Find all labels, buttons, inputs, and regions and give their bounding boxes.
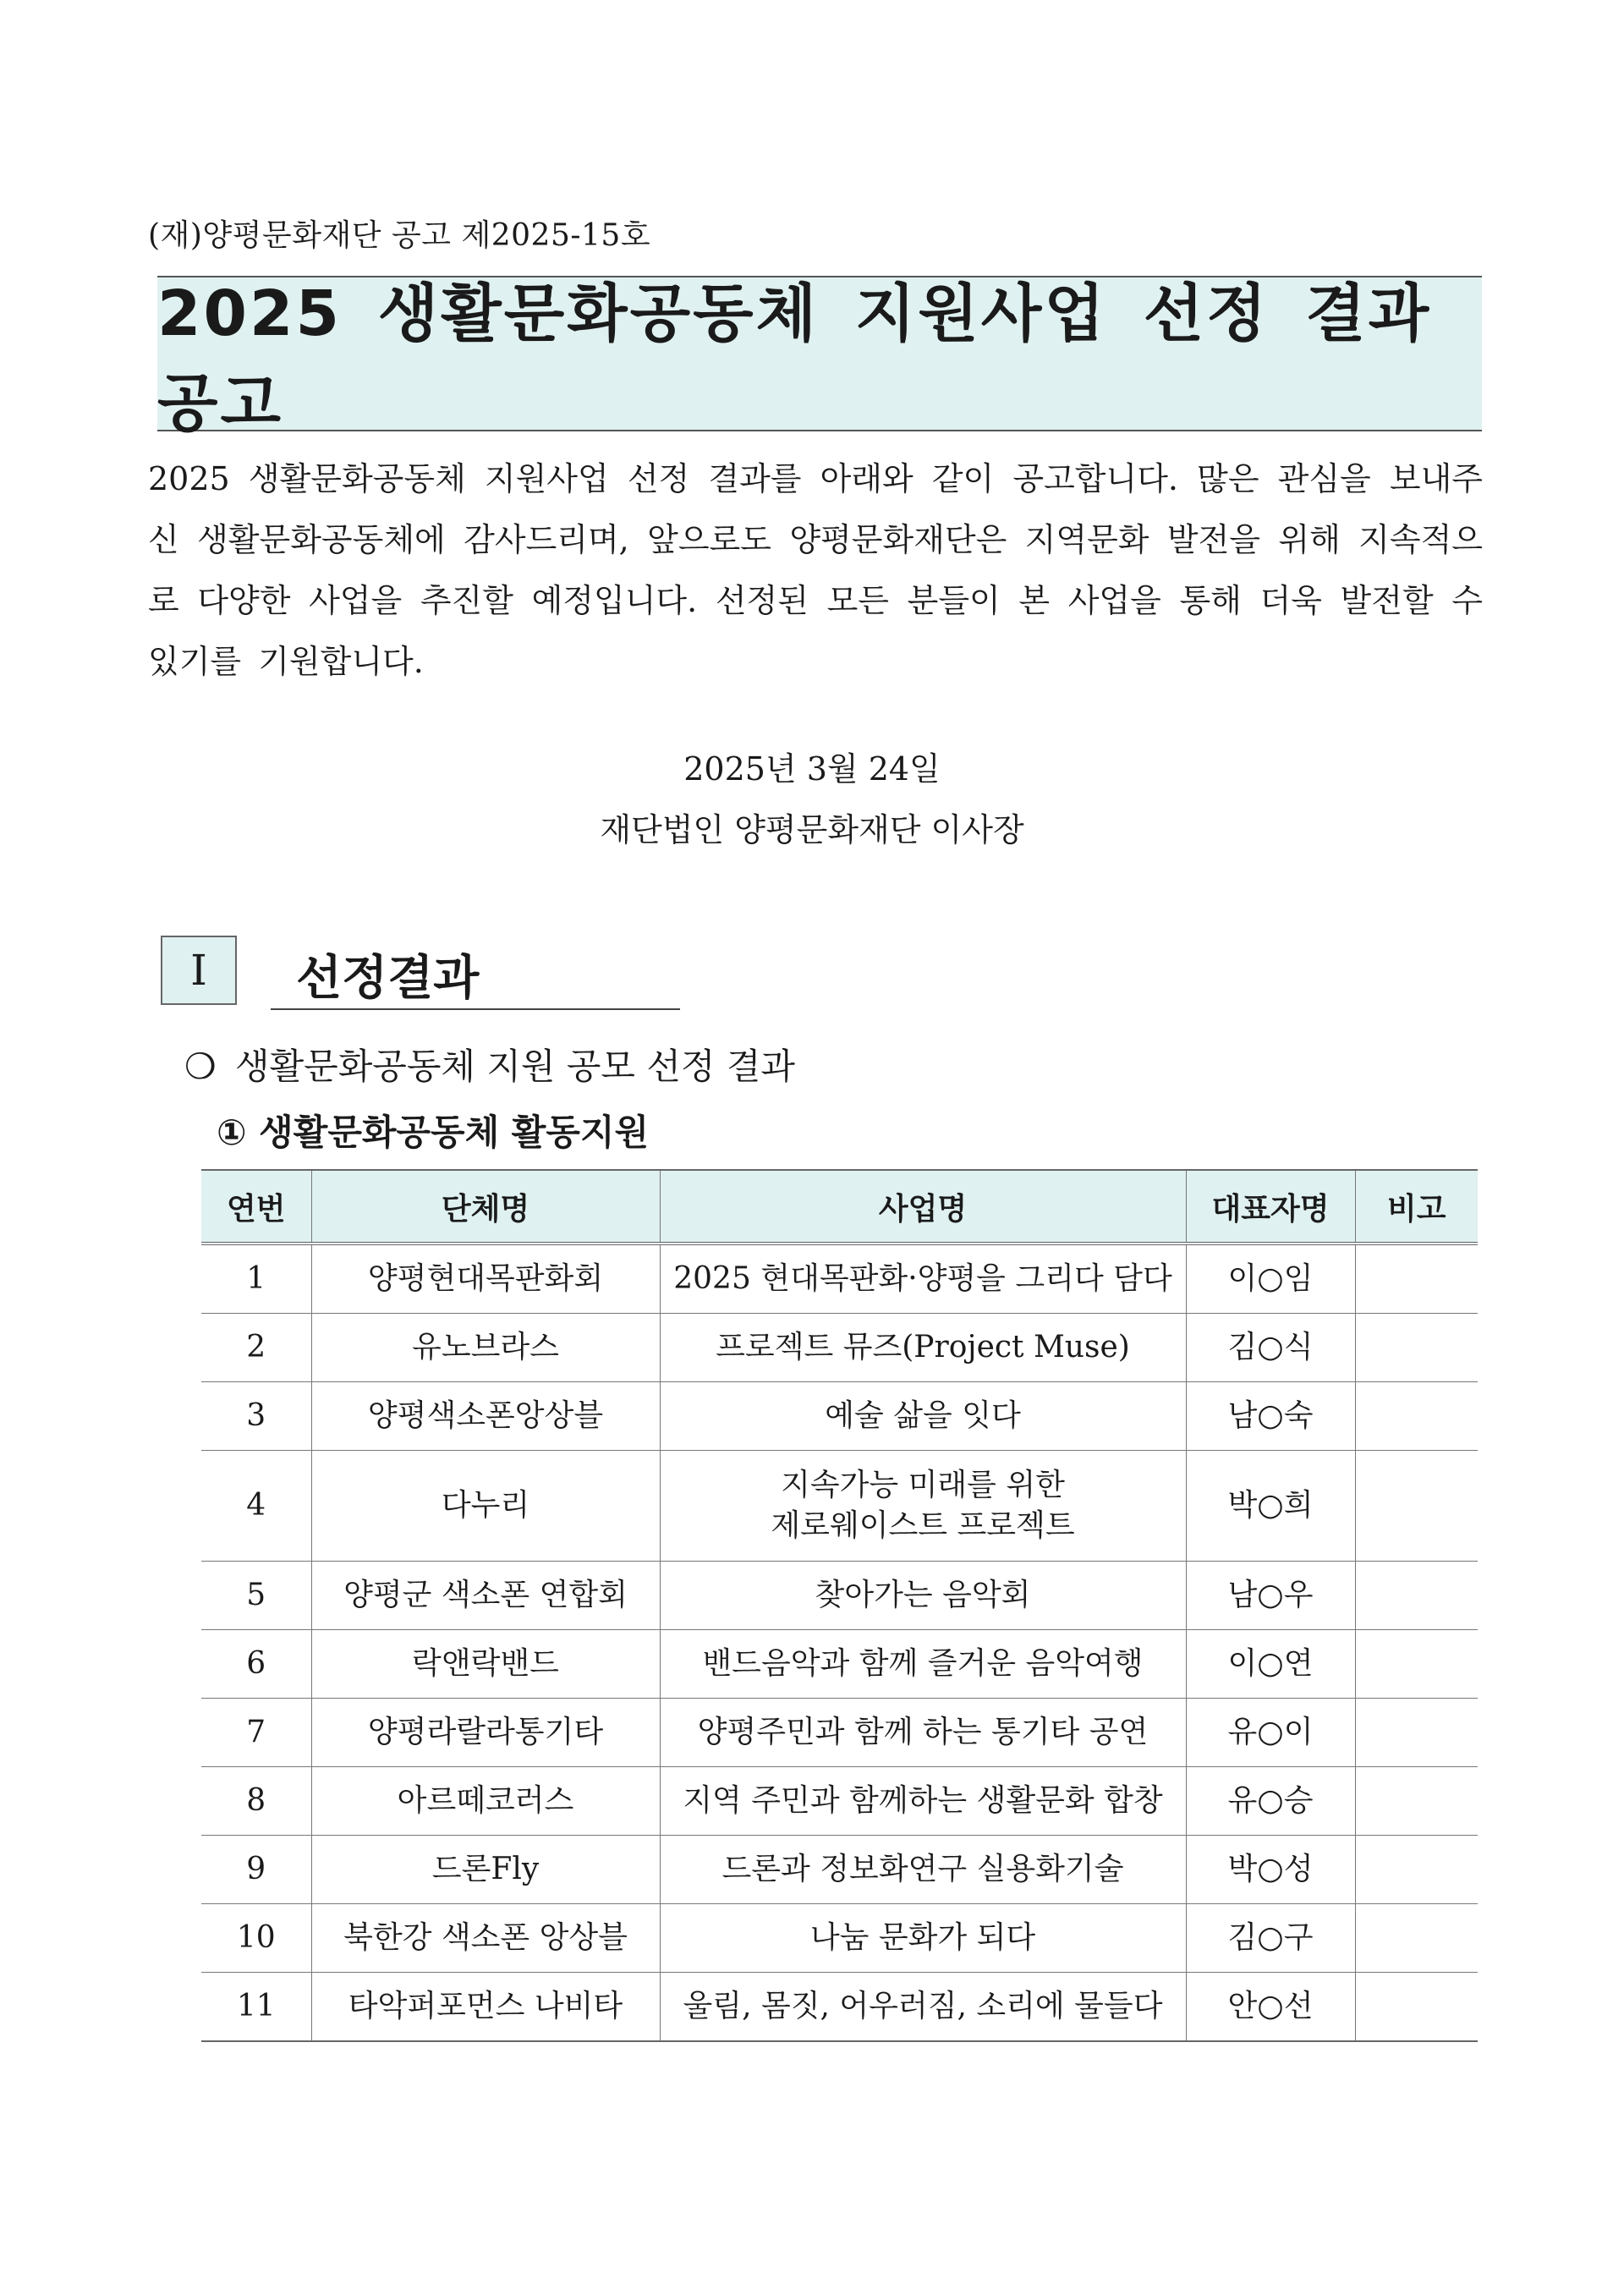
header-no: 연번 bbox=[201, 1170, 311, 1244]
cell-org: 양평라랄라통기타 bbox=[311, 1699, 660, 1767]
table-row bbox=[201, 1904, 1478, 1973]
cell-note bbox=[1355, 1973, 1478, 2042]
notice-number: (재)양평문화재단 공고 제2025-15호 bbox=[148, 218, 651, 253]
cell-project-line1: 지속가능 미래를 위한 bbox=[781, 1468, 1065, 1502]
cell-org: 다누리 bbox=[311, 1451, 660, 1562]
table-row bbox=[201, 1451, 1478, 1562]
cell-project bbox=[660, 1451, 1186, 1562]
cell-org: 양평현대목판화회 bbox=[311, 1244, 660, 1314]
cell-org: 유노브라스 bbox=[311, 1314, 660, 1382]
bullet-text: 생활문화공동체 지원 공모 선정 결과 bbox=[235, 1046, 795, 1087]
cell-no: 3 bbox=[246, 1398, 266, 1433]
sub-heading: ① 생활문화공동체 활동지원 bbox=[217, 1112, 650, 1153]
cell-project: 나눔 문화가 되다 bbox=[660, 1904, 1186, 1973]
results-table bbox=[201, 1169, 1478, 2042]
cell-note bbox=[1355, 1451, 1478, 1562]
cell-project: 밴드음악과 함께 즐거운 음악여행 bbox=[660, 1630, 1186, 1699]
intro-paragraph: 2025 생활문화공동체 지원사업 선정 결과를 아래와 같이 공고합니다. 많은 관심을 보내주신 생활문화공동체에 감사드리며, 앞으로도 양평문화재단은 지역문화 발전을 위해 지속적으로 다양한 사업을 추진할 예정입니다. 선정된 모든 분들이 본 사업을 통해 더욱 발전할 수 있기를 기원합니다. bbox=[148, 460, 1483, 680]
cell-no: 7 bbox=[246, 1715, 266, 1749]
cell-org: 타악퍼포먼스 나비타 bbox=[311, 1973, 660, 2042]
table-header-row bbox=[201, 1170, 1478, 1244]
cell-org: 아르떼코러스 bbox=[311, 1767, 660, 1836]
section-number-box: Ⅰ bbox=[161, 936, 237, 1005]
cell-no: 5 bbox=[246, 1578, 266, 1612]
announcement-date: 2025년 3월 24일 bbox=[683, 750, 941, 788]
cell-no: 8 bbox=[246, 1783, 266, 1818]
cell-rep: 이○연 bbox=[1186, 1630, 1355, 1699]
title-banner bbox=[157, 276, 1482, 440]
cell-project: 지역 주민과 함께하는 생활문화 합창 bbox=[660, 1767, 1186, 1836]
cell-no: 11 bbox=[236, 1989, 276, 2023]
cell-project: 양평주민과 함께 하는 통기타 공연 bbox=[660, 1699, 1186, 1767]
cell-org: 드론Fly bbox=[311, 1836, 660, 1904]
cell-note bbox=[1355, 1836, 1478, 1904]
cell-rep: 남○우 bbox=[1186, 1562, 1355, 1630]
cell-note bbox=[1355, 1244, 1478, 1314]
cell-no: 2 bbox=[246, 1330, 266, 1364]
cell-project: 2025 현대목판화·양평을 그리다 담다 bbox=[660, 1244, 1186, 1314]
header-note: 비고 bbox=[1355, 1170, 1478, 1244]
section-title: 선정결과 bbox=[296, 951, 480, 1006]
cell-project-line2: 제로웨이스트 프로젝트 bbox=[771, 1508, 1075, 1543]
cell-org: 양평군 색소폰 연합회 bbox=[311, 1562, 660, 1630]
cell-rep: 박○희 bbox=[1186, 1451, 1355, 1562]
table-row bbox=[201, 1699, 1478, 1767]
cell-rep: 이○임 bbox=[1186, 1244, 1355, 1314]
cell-note bbox=[1355, 1699, 1478, 1767]
cell-rep: 김○식 bbox=[1186, 1314, 1355, 1382]
cell-note bbox=[1355, 1562, 1478, 1630]
cell-note bbox=[1355, 1314, 1478, 1382]
cell-no: 9 bbox=[246, 1852, 266, 1886]
cell-project: 예술 삶을 잇다 bbox=[660, 1382, 1186, 1451]
header-rep: 대표자명 bbox=[1186, 1170, 1355, 1244]
cell-org: 북한강 색소폰 앙상블 bbox=[311, 1904, 660, 1973]
cell-note bbox=[1355, 1382, 1478, 1451]
cell-project: 드론과 정보화연구 실용화기술 bbox=[660, 1836, 1186, 1904]
issuer: 재단법인 양평문화재단 이사장 bbox=[600, 811, 1024, 848]
header-org: 단체명 bbox=[311, 1170, 660, 1244]
table-row bbox=[201, 1244, 1478, 1314]
cell-note bbox=[1355, 1630, 1478, 1699]
bullet-item bbox=[184, 1039, 795, 1090]
cell-rep: 박○성 bbox=[1186, 1836, 1355, 1904]
cell-org: 양평색소폰앙상블 bbox=[311, 1382, 660, 1451]
cell-rep: 유○승 bbox=[1186, 1767, 1355, 1836]
section-underline bbox=[271, 1008, 680, 1010]
table-row bbox=[201, 1630, 1478, 1699]
cell-rep: 안○선 bbox=[1186, 1973, 1355, 2042]
cell-rep: 유○이 bbox=[1186, 1699, 1355, 1767]
circle-bullet-icon: ❍ bbox=[184, 1046, 217, 1087]
cell-project: 찾아가는 음악회 bbox=[660, 1562, 1186, 1630]
page-title: 2025 생활문화공동체 지원사업 선정 결과 공고 bbox=[157, 277, 1432, 440]
cell-org: 락앤락밴드 bbox=[311, 1630, 660, 1699]
cell-project: 울림, 몸짓, 어우러짐, 소리에 물들다 bbox=[660, 1973, 1186, 2042]
table-row bbox=[201, 1767, 1478, 1836]
cell-no: 1 bbox=[246, 1261, 266, 1296]
cell-no: 4 bbox=[246, 1488, 266, 1523]
table-row bbox=[201, 1973, 1478, 2042]
cell-project: 프로젝트 뮤즈(Project Muse) bbox=[660, 1314, 1186, 1382]
cell-rep: 김○구 bbox=[1186, 1904, 1355, 1973]
cell-note bbox=[1355, 1767, 1478, 1836]
table-row bbox=[201, 1382, 1478, 1451]
table-row bbox=[201, 1836, 1478, 1904]
cell-note bbox=[1355, 1904, 1478, 1973]
header-project: 사업명 bbox=[660, 1170, 1186, 1244]
table-row bbox=[201, 1314, 1478, 1382]
cell-rep: 남○숙 bbox=[1186, 1382, 1355, 1451]
cell-no: 10 bbox=[236, 1920, 276, 1955]
cell-no: 6 bbox=[246, 1646, 266, 1681]
table-row bbox=[201, 1562, 1478, 1630]
